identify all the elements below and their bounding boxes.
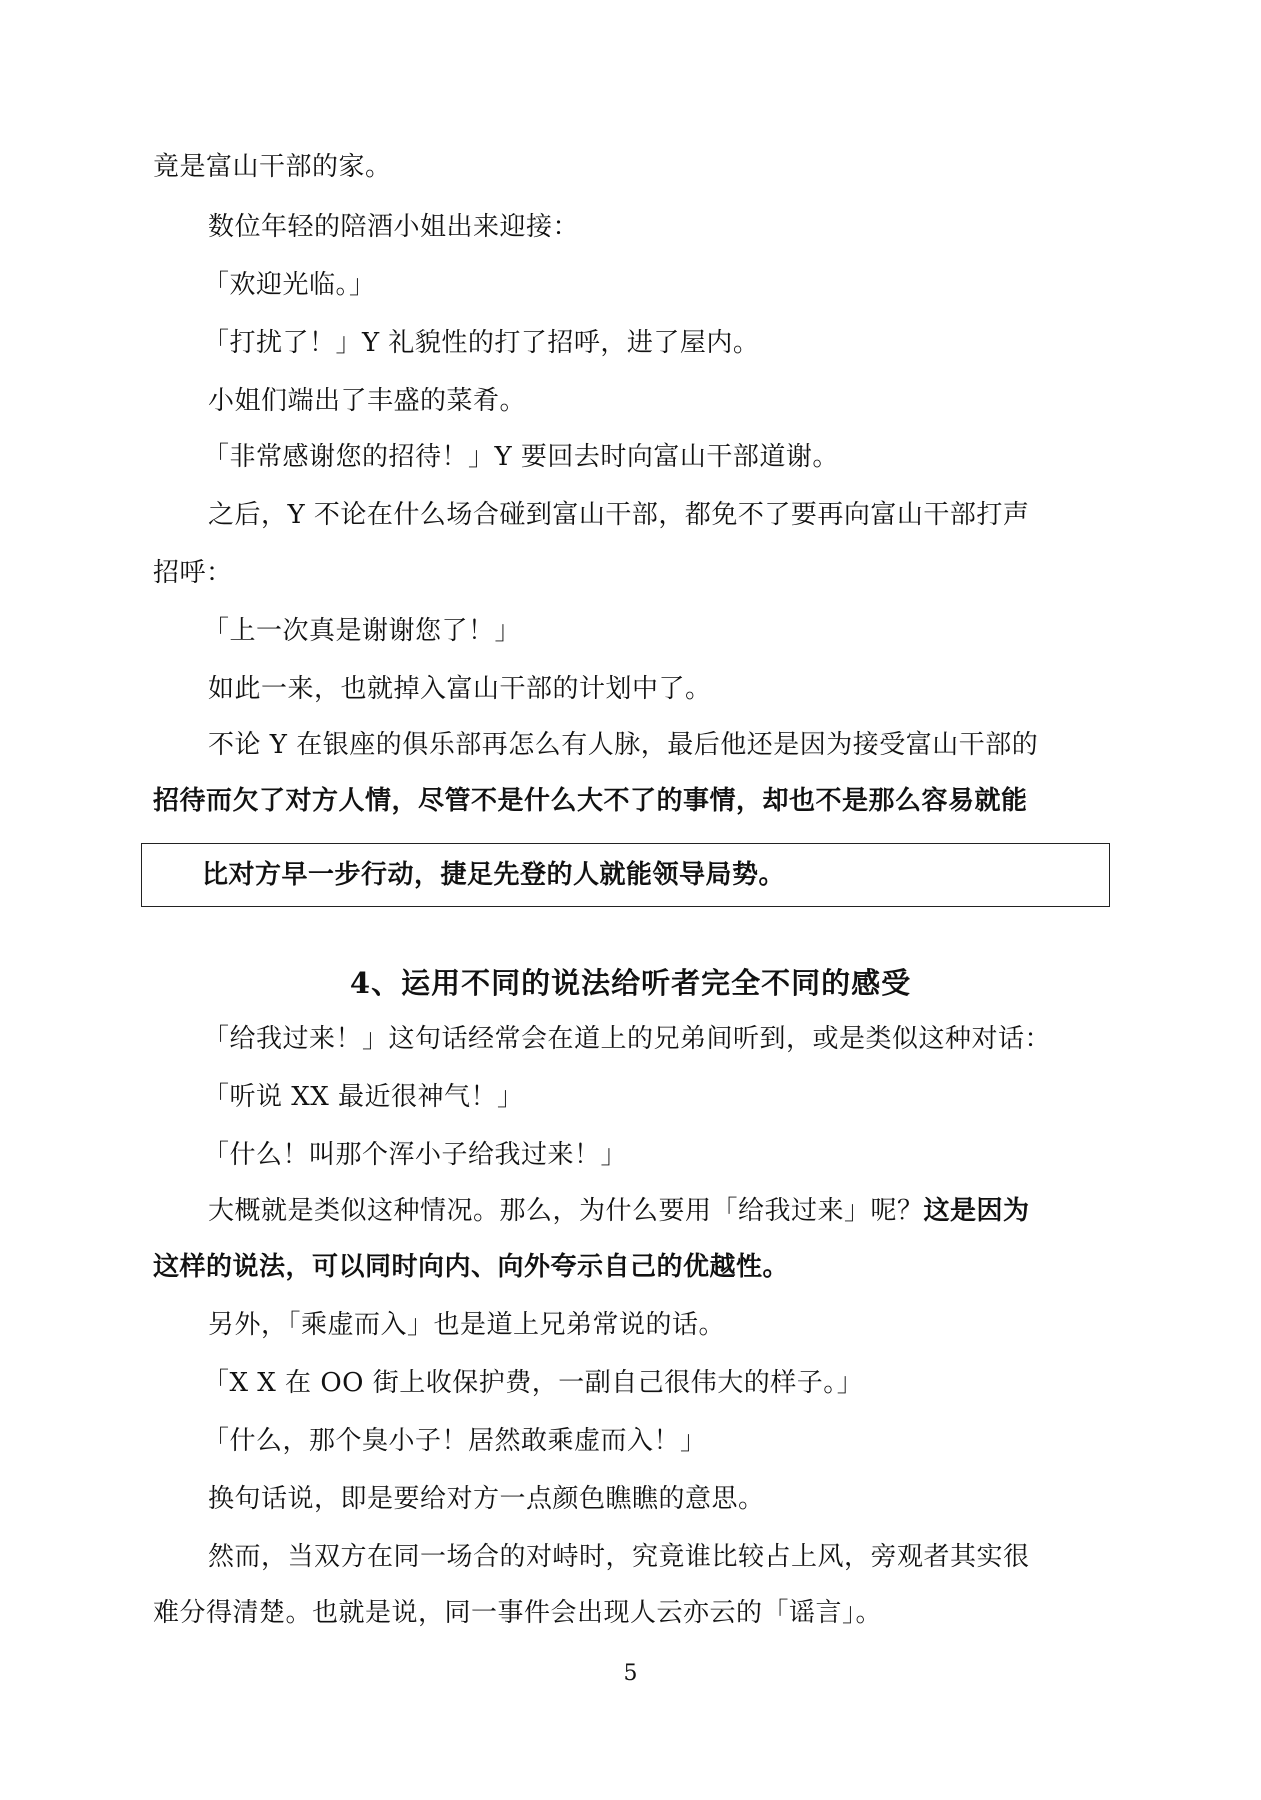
dialogue-line: 「听说 XX 最近很神气！」: [203, 1082, 524, 1112]
paragraph-line: 换句话说，即是要给对方一点颜色瞧瞧的意思。: [208, 1484, 765, 1514]
paragraph-line: 竟是富山干部的家。: [153, 152, 392, 182]
paragraph-line: 招呼：: [153, 558, 233, 588]
dialogue-line: 「什么，那个臭小子！居然敢乘虚而入！」: [203, 1426, 707, 1456]
paragraph-line: 小姐们端出了丰盛的菜肴。: [208, 386, 527, 416]
dialogue-line: 「欢迎光临。」: [203, 270, 376, 300]
callout-text: 比对方早一步行动，捷足先登的人就能领导局势。: [202, 860, 786, 890]
paragraph-line: 难分得清楚。也就是说，同一事件会出现人云亦云的「谣言」。: [153, 1598, 883, 1628]
paragraph-line: 招待而欠了对方人情，尽管不是什么大不了的事情，却也不是那么容易就能: [153, 786, 1028, 816]
section-heading: 4、运用不同的说法给听者完全不同的感受: [349, 966, 912, 1000]
dialogue-line: 「非常感谢您的招待！」Y 要回去时向富山干部道谢。: [203, 442, 839, 472]
callout-box: [141, 843, 1110, 907]
dialogue-line: 「什么！叫那个浑小子给我过来！」: [203, 1140, 628, 1170]
page-number: 5: [623, 1661, 638, 1686]
emphasis-text: 这是因为: [923, 1196, 1030, 1226]
paragraph-text: 大概就是类似这种情况。那么，为什么要用「给我过来」呢？: [208, 1196, 924, 1226]
dialogue-line: 「给我过来！」这句话经常会在道上的兄弟间听到，或是类似这种对话：: [203, 1024, 1052, 1054]
paragraph-line: [208, 1195, 1030, 1227]
paragraph-line: 然而，当双方在同一场合的对峙时，究竟谁比较占上风，旁观者其实很: [208, 1542, 1030, 1572]
paragraph-line: 数位年轻的陪酒小姐出来迎接：: [208, 212, 580, 242]
paragraph-line: 之后，Y 不论在什么场合碰到富山干部，都免不了要再向富山干部打声: [208, 500, 1030, 530]
paragraph-line: 另外，「乘虚而入」也是道上兄弟常说的话。: [208, 1310, 726, 1340]
paragraph-line: 不论 Y 在银座的俱乐部再怎么有人脉，最后他还是因为接受富山干部的: [208, 730, 1039, 760]
dialogue-line: 「上一次真是谢谢您了！」: [203, 616, 522, 646]
paragraph-line: 如此一来，也就掉入富山干部的计划中了。: [208, 674, 712, 704]
dialogue-line: 「X X 在 OO 街上收保护费，一副自己很伟大的样子。」: [203, 1368, 864, 1398]
emphasis-line: 这样的说法，可以同时向内、向外夸示自己的优越性。: [153, 1252, 790, 1282]
dialogue-line: 「打扰了！」Y 礼貌性的打了招呼，进了屋内。: [203, 328, 760, 358]
